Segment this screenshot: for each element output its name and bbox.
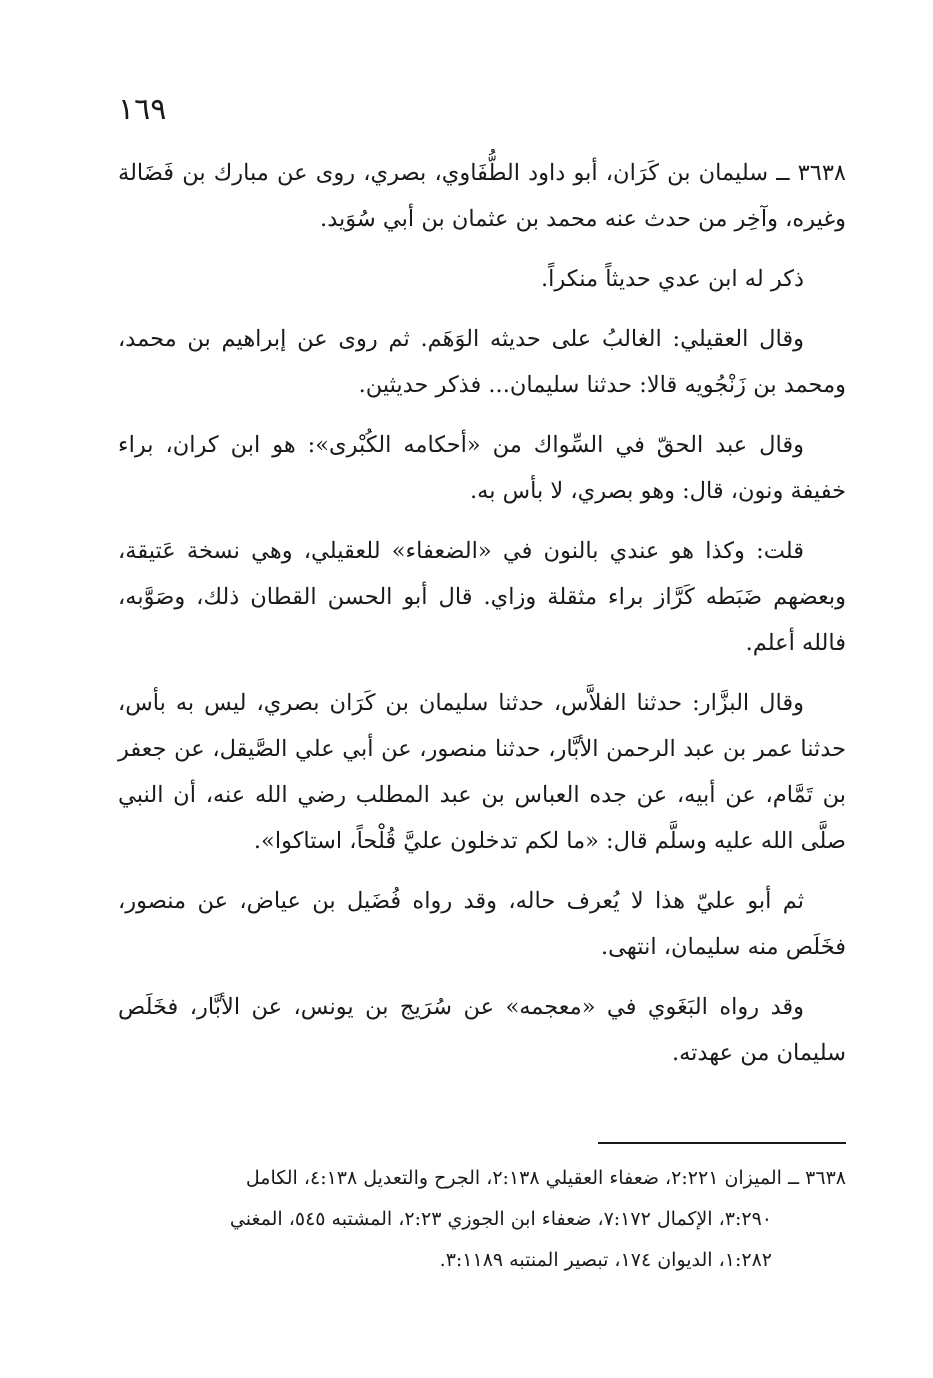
- paragraph: وقد رواه البَغَوي في «معجمه» عن سُرَيج بن يونس، عن الأبَّار، فخَلَص سليمان من عهدته.: [118, 994, 846, 1066]
- main-text: [118, 150, 846, 1090]
- footnote: [118, 1158, 846, 1281]
- footnote-divider: [598, 1142, 846, 1144]
- paragraph: قلت: وكذا هو عندي بالنون في «الضعفاء» للعقيلي، وهي نسخة عَتيقة، وبعضهم ضَبَطه كَرَّاز براء مثقلة وزاي. قال أبو الحسن القطان ذلك، وصَوَّبه، فالله أعلم.: [118, 538, 846, 656]
- page-number: ١٦٩: [118, 92, 167, 127]
- footnote-line: ٣٦٣٨ ــ الميزان ٢:٢٢١، ضعفاء العقيلي ٢:١٣٨، الجرح والتعديل ٤:١٣٨، الكامل: [245, 1167, 846, 1189]
- footnote-line: ١:٢٨٢، الديوان ١٧٤، تبصير المنتبه ٣:١١٨٩.: [439, 1249, 772, 1271]
- entry-heading-paragraph: ٣٦٣٨ ــ سليمان بن كَرَان، أبو داود الطُّفَاوي، بصري، روى عن مبارك بن فَضَالة وغيره، وآخِر من حدث عنه محمد بن عثمان بن أبي سُوَيد.: [118, 160, 846, 232]
- paragraph: ذكر له ابن عدي حديثاً منكراً.: [540, 266, 804, 292]
- paragraph: وقال عبد الحقّ في السِّواك من «أحكامه الكُبْرى»: هو ابن كران، براء خفيفة ونون، قال: وهو بصري، لا بأس به.: [118, 432, 846, 504]
- paragraph: ثم أبو عليّ هذا لا يُعرف حاله، وقد رواه فُضَيل بن عياض، عن منصور، فخَلَص منه سليمان، انتهى.: [118, 888, 846, 960]
- paragraph: وقال العقيلي: الغالبُ على حديثه الوَهَم. ثم روى عن إبراهيم بن محمد، ومحمد بن زَنْجُويه قالا: حدثنا سليمان... فذكر حديثين.: [118, 326, 846, 398]
- paragraph: وقال البزَّار: حدثنا الفلاَّس، حدثنا سليمان بن كَرَان بصري، ليس به بأس، حدثنا عمر بن عبد الرحمن الأبَّار، حدثنا منصور، عن أبي علي الصَّيقل، عن جعفر بن تَمَّام، عن أبيه، عن جده العباس بن عبد المطلب رضي الله عنه، أن النبي صلَّى الله عليه وسلَّم قال: «ما لكم تدخلون عليَّ قُلْحاً، استاكوا».: [118, 690, 846, 854]
- footnote-line: ٣:٢٩٠، الإكمال ٧:١٧٢، ضعفاء ابن الجوزي ٢:٢٣، المشتبه ٥٤٥، المغني: [229, 1208, 772, 1230]
